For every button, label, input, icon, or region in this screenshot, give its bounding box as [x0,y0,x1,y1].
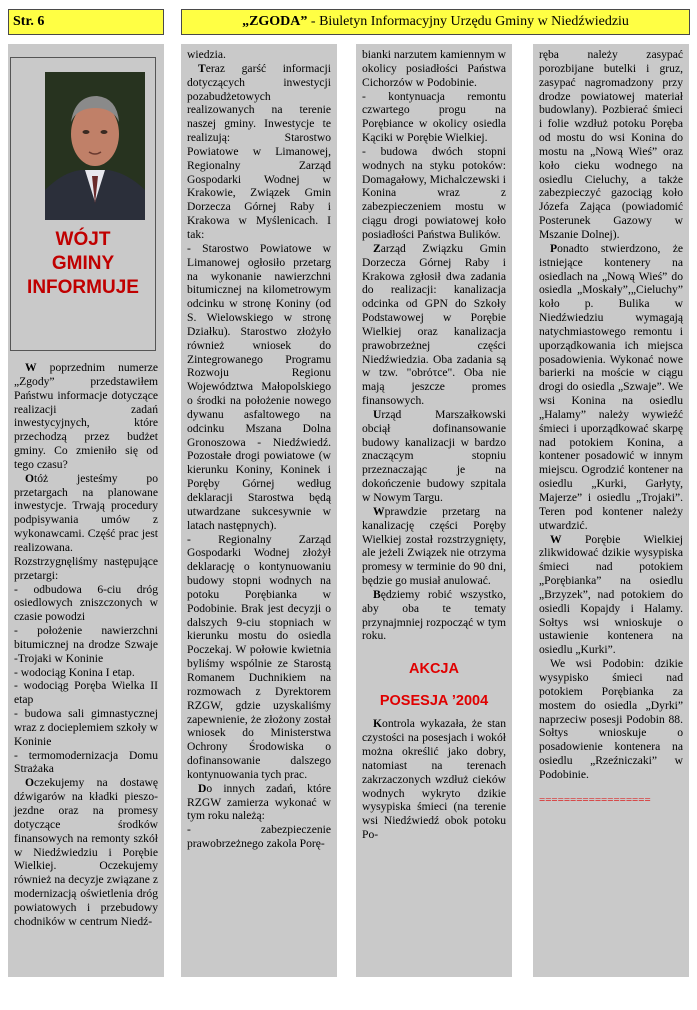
column-3 [356,44,512,977]
paragraph-text: tóż jesteśmy po przetargach na planowane inwestycje. Trwają procedury podpisywania umów z wykonawcami. Część prac jest realizowana. Rozstrzygnęliśmy następujące przetargi: [14,471,158,582]
paragraph [14,679,158,707]
bulletin-subtitle: - Biuletyn Informacyjny Urzędu Gminy w Niedźwiedziu [307,14,629,29]
portrait-image [45,72,145,220]
paragraph-text: - Starostwo Powiatowe w Limanowej ogłosiło przetarg na wykonanie nawierzchni bitumicznej na kilometrowym odcinku w stronę Koniny (od S. Wielowskiego w stronę Działku). Starostwo złożyło również wniosek do Zintegrowanego Programu Rozwoju Regionu Województwa Małopolskiego o środki na położenie nowego dywanu asfaltowego na odcinku Mszana Dolna Gronoszowa - Niedźwiedź. Pozostałe drogi powiatowe (w kierunku Koniny, Koninek i Poręby Górnej według deklaracji Starostwa będą utwardzane sukcesywnie w latach następnych). [187,241,331,532]
mayor-photo [45,72,145,220]
column-1-text [8,351,164,929]
paragraph [539,48,683,242]
paragraph-text: o innych zadań, które RZGW zamierza wykonać w tym roku należą: [187,781,331,823]
paragraph-text: onadto stwierdzono, że istniejące kontenery na osiedlach na „Nową Wieś” do osiedla „Moskały”,„Cieluchy” koło p. Bulika w Niedźwiedziu wymagają natychmiastowego remontu i uporządkowania ich miejsca posadowienia. Wykonać nowe barierki na moście w ciągu drogi do osiedla „Szwaje”. We wsi Konina na osiedlu „Halamy” należy wywieźć śmieci i uporządkować skarpę nad potokiem Konina, a kontener posadowić w innym miejscu. Ogrodzić kontener na osiedlu „Kurki, Garłyty, Majerze” i osiedlu „Trojaki”. Teren pod kontener należy utwardzić. [539,241,683,532]
paragraph-text: eraz garść informacji dotyczących inwestycji pozabudżetowych realizowanych na terenie naszej gminy. Inwestycje te realizują: Starostwo Powiatowe w Limanowej, Regionalny Zarząd Gospodarki Wodnej w Krakowie, Związek Gmin Dorzecza Górnej Raby i Krakowa w Myślenicach. I tak: [187,61,331,241]
paragraph [187,782,331,824]
initial-letter: P [550,241,558,255]
paragraph-text: czekujemy na dostawę dźwigarów na kładki pieszo-jezdne oraz na promesy dotyczące środków finansowych na remonty szkół w Niedźwiedziu i Porębie Wielkiej. Oczekujemy również na decyzje związane z modernizacją oświetlenia dróg powiatowych i przebudowy chodników w centrum Niedź- [14,776,158,928]
paragraph-text: ręba należy zasypać porozbijane butelki i gruz, zasypać nagromadzony przy drodze powiatowej materiał budowlany). Pozbierać śmieci i folie wzdłuż potoku Poręba od mostu do wsi Konina do mostu na „Nową Wieś” oraz koło cieku wodnego na osiedlu Cieluchy, a także zabezpieczyć gazociąg koło Józefa Zająca (powiadomić Posterunek Gazowy w Mszanie Dolnej). [539,48,683,241]
paragraph-text: bianki narzutem kamiennym w okolicy posiadłości Państwa Cichorzów w Podobinie. [362,48,506,89]
paragraph [362,242,506,408]
initial-letter: O [25,776,35,790]
paragraph-text: - Regionalny Zarząd Gospodarki Wodnej złożył deklarację o kontynuowaniu budowy stopni wodnych na potoku Porębianka w Podobinie. Brak jest decyzji o dalszych 9-ciu stopniach w kierunku mostu do osiedla Poczekaj. W połowie kwietnia byliśmy wspólnie ze Starostą Romanem Duchnikiem na rozmowach z Dyrektorem RZGW, gdzie uzyskaliśmy zapewnienie, że złożony został wniosek do Ministerstwa Ochrony Środowiska o dofinansowanie dalszego kontynuowania tych prac. [187,532,331,781]
paragraph [362,505,506,588]
paragraph-text: Porębie Wielkiej zlikwidować dzikie wysypiska śmieci nad potokiem „Porębianka” na osiedlu „Brzyzek”, nad potokiem do osiedli Kopajdy i Halamy. Sołtys wsi wnioskuje o ustawienie kontenera na osiedlu „Kurki”. [539,532,683,657]
column-2-text [181,44,337,851]
paragraph [187,242,331,533]
paragraph [539,657,683,782]
paragraph [187,48,331,62]
bulletin-name: „ZGODA” [242,14,308,29]
paragraph [14,583,158,625]
title-line: INFORMUJE [27,277,139,298]
paragraph-text: We wsi Podobin: dzikie wysypisko śmieci nad potokiem Porębianka za mostem do osiedla „Dyrki” naprzeciw posesji Podobin 88. Sołtys wnioskuje o posadowienie kontenera na osiedlu „Rzeźniczaki” w Podobinie. [539,657,683,781]
initial-letter: D [198,781,207,795]
paragraph [362,48,506,90]
initial-letter: U [373,407,382,421]
paragraph-text: - wodociąg Konina I etap. [14,665,135,679]
paragraph-text: - termomodernizacja Domu Strażaka [14,748,158,776]
paragraph-text: prawdzie przetarg na kanalizację części Poręby Wielkiej został rozstrzygnięty, ale jeżeli Związek nie otrzyma promesy w terminie do 90 dni, będzie go musiał anulować. [362,504,506,588]
title-line: GMINY [51,253,115,274]
paragraph [539,533,683,658]
column-4 [533,44,689,977]
mayor-informs-title [11,228,155,300]
column-4-article [539,48,683,782]
column-4-text [533,44,689,808]
paragraph-text: - odbudowa 6-ciu dróg osiedlowych zniszczonych w czasie powodzi [14,582,158,624]
paragraph [187,533,331,782]
paragraph [14,749,158,777]
initial-letter: W [550,532,562,546]
paragraph [539,242,683,533]
paragraph [362,90,506,145]
title-line: WÓJT [55,229,111,250]
paragraph-text: ontrola wykazała, że stan czystości na posesjach i wokół można określić jako dobry, natomiast na terenach zakrzaczonych wzdłuż cieków wodnych wykryto dzikie wysypiska śmieci (na terenie wsi Niedźwiedź obok potoku Po- [362,717,506,842]
paragraph-text: rząd Marszałkowski obciął dofinansowanie budowy kanalizacji w bardzo znaczącym stopniu przeznaczając je na dokończenie budowy szpitala w Nowym Targu. [362,407,506,504]
paragraph [187,62,331,242]
akcja-article [362,717,506,842]
paragraph-text: ędziemy robić wszystko, aby oba te tematy przynajmniej rozpocząć w tym roku. [362,587,506,643]
akcja-posesja-heading [362,659,506,711]
akcja-line-1: AKCJA [409,661,459,678]
paragraph [14,624,158,666]
bulletin-header [181,9,690,35]
column-1 [8,44,164,977]
paragraph [14,361,158,472]
paragraph [362,588,506,643]
paragraph-text: - budowa sali gimnastycznej wraz z docieplemiem szkoły w Koninie [14,707,158,748]
column-2 [181,44,337,977]
paragraph-text: - położenie nawierzchni bitumicznej na drodze Szwaje -Trojaki w Koninie [14,624,158,665]
paragraph [14,707,158,749]
paragraph [14,666,158,680]
paragraph [362,717,506,842]
initial-letter: O [25,471,35,485]
initial-letter: T [198,61,206,75]
paragraph [14,776,158,928]
initial-letter: W [25,361,37,374]
initial-letter: W [373,504,385,518]
paragraph [362,145,506,242]
akcja-line-2: POSESJA ’2004 [379,693,489,710]
column-3-text [356,44,512,842]
page-number-label: Str. 6 [8,9,164,35]
paragraph-text: wiedzia. [187,48,226,61]
paragraph [362,408,506,505]
paragraph [14,472,158,583]
paragraph-text: arząd Związku Gmin Dorzecza Górnej Raby i Krakowa zgłosił dwa zadania do realizacji: kanalizacja odcinka od GPN do Szkoły Podstawowej w Porębie Wielkiej oraz kanalizacja prawobrzeżnej części Niedźwiedzia. Oba zadania są w tzw. "obrότce". Oba nie mają jeszcze promes finansowych. [362,241,506,408]
initial-letter: B [373,587,381,601]
column-3-article [362,48,506,643]
initial-letter: K [373,717,383,731]
paragraph-text: - wodociąg Poręba Wielka II etap [14,679,158,707]
paragraph [187,823,331,851]
paragraph-text: - zabezpieczenie prawobrzeżnego zakola Porę- [187,823,331,851]
initial-letter: Z [373,241,381,255]
paragraph-text: - budowa dwóch stopni wodnych na styku potoków: Domagałowy, Michalczewski i Konina wraz z zabezpieczeniem mostu w ciągu drogi powiatowej koło posiadłości Państwa Bulików. [362,144,506,241]
paragraph-text: - kontynuacja remontu czwartego progu na Porębiance w okolicy osiedla Kąciki w Porębie Wielkiej. [362,89,506,145]
paragraph-text: poprzednim numerze „Zgody” przedstawiłem Państwu informacje dotyczące realizacji zadań inwestycyjnych, które przechodzą przez budżet gminy. Co zmieniło się od tego czasu? [14,361,158,471]
end-separator: ================== [539,793,651,806]
mayor-box [10,57,156,351]
